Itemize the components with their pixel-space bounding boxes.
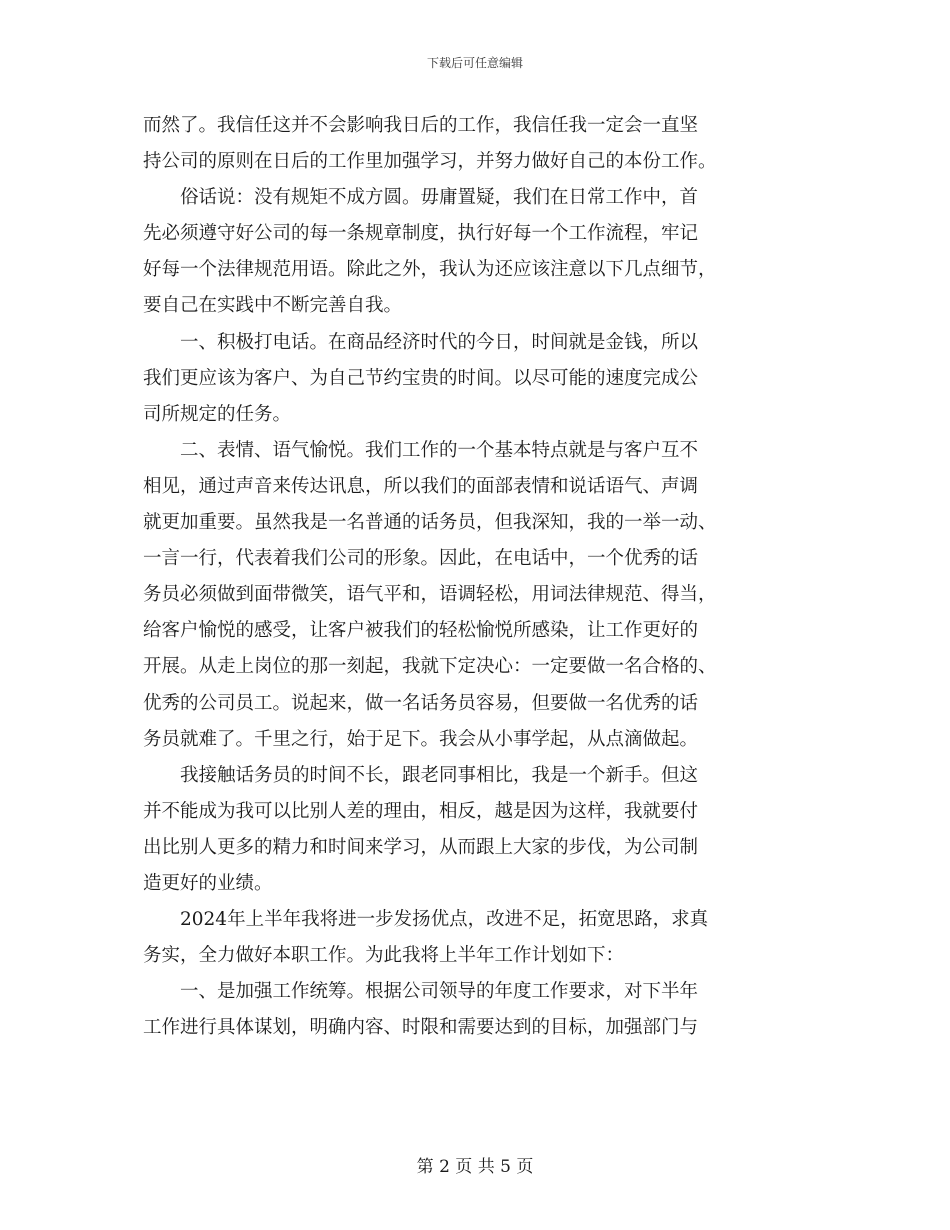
text-line: 并不能成为我可以比别人差的理由，相反，越是因为这样，我就要付 (143, 800, 699, 822)
text-line: 二、表情、语气愉悦。我们工作的一个基本特点就是与客户互不 (143, 439, 699, 461)
text-line: 持公司的原则在日后的工作里加强学习，并努力做好自己的本份工作。 (143, 151, 717, 173)
text-line: 就更加重要。虽然我是一名普通的话务员，但我深知，我的一举一动、 (143, 512, 717, 534)
text-line: 务员必须做到面带微笑，语气平和，语调轻松，用词法律规范、得当， (143, 584, 717, 606)
text-line: 好每一个法律规范用语。除此之外，我认为还应该注意以下几点细节， (143, 259, 717, 281)
text-line: 相见，通过声音来传达讯息，所以我们的面部表情和说话语气、声调 (143, 475, 699, 497)
text-line: 而然了。我信任这并不会影响我日后的工作，我信任我一定会一直坚 (143, 115, 699, 136)
text-line: 司所规定的任务。 (143, 403, 292, 425)
text-line: 出比别人更多的精力和时间来学习，从而跟上大家的步伐，为公司制 (143, 836, 699, 858)
text-line: 务实，全力做好本职工作。为此我将上半年工作计划如下： (143, 945, 625, 967)
text-line: 优秀的公司员工。说起来，做一名话务员容易，但要做一名优秀的话 (143, 692, 699, 714)
text-line: 务员就难了。千里之行，始于足下。我会从小事学起，从点滴做起。 (143, 728, 699, 750)
page-header: 下载后可任意编辑 (426, 56, 523, 70)
text-line: 开展。从走上岗位的那一刻起，我就下定决心：一定要做一名合格的、 (143, 656, 717, 678)
text-line: 要自己在实践中不断完善自我。 (143, 295, 403, 317)
text-line: 2024年上半年我将进一步发扬优点，改进不足，拓宽思路，求真 (143, 909, 709, 931)
page-number: 第 2 页 共 5 页 (416, 1157, 534, 1177)
document-body (143, 108, 803, 1046)
text-line: 先必须遵守好公司的每一条规章制度，执行好每一个工作流程，牢记 (143, 223, 699, 245)
text-line: 造更好的业绩。 (143, 872, 273, 894)
text-line: 我接触话务员的时间不长，跟老同事相比，我是一个新手。但这 (143, 764, 699, 786)
text-line: 给客户愉悦的感受，让客户被我们的轻松愉悦所感染，让工作更好的 (143, 620, 699, 642)
text-line: 一、积极打电话。在商品经济时代的今日，时间就是金钱，所以 (143, 331, 699, 353)
text-line: 我们更应该为客户、为自己节约宝贵的时间。以尽可能的速度完成公 (143, 367, 699, 389)
text-line: 俗话说：没有规矩不成方圆。毋庸置疑，我们在日常工作中，首 (143, 187, 699, 209)
text-line: 工作进行具体谋划，明确内容、时限和需要达到的目标，加强部门与 (143, 1017, 699, 1039)
text-line: 一言一行，代表着我们公司的形象。因此，在电话中，一个优秀的话 (143, 548, 699, 570)
text-line: 一、是加强工作统筹。根据公司领导的年度工作要求，对下半年 (143, 981, 699, 1003)
